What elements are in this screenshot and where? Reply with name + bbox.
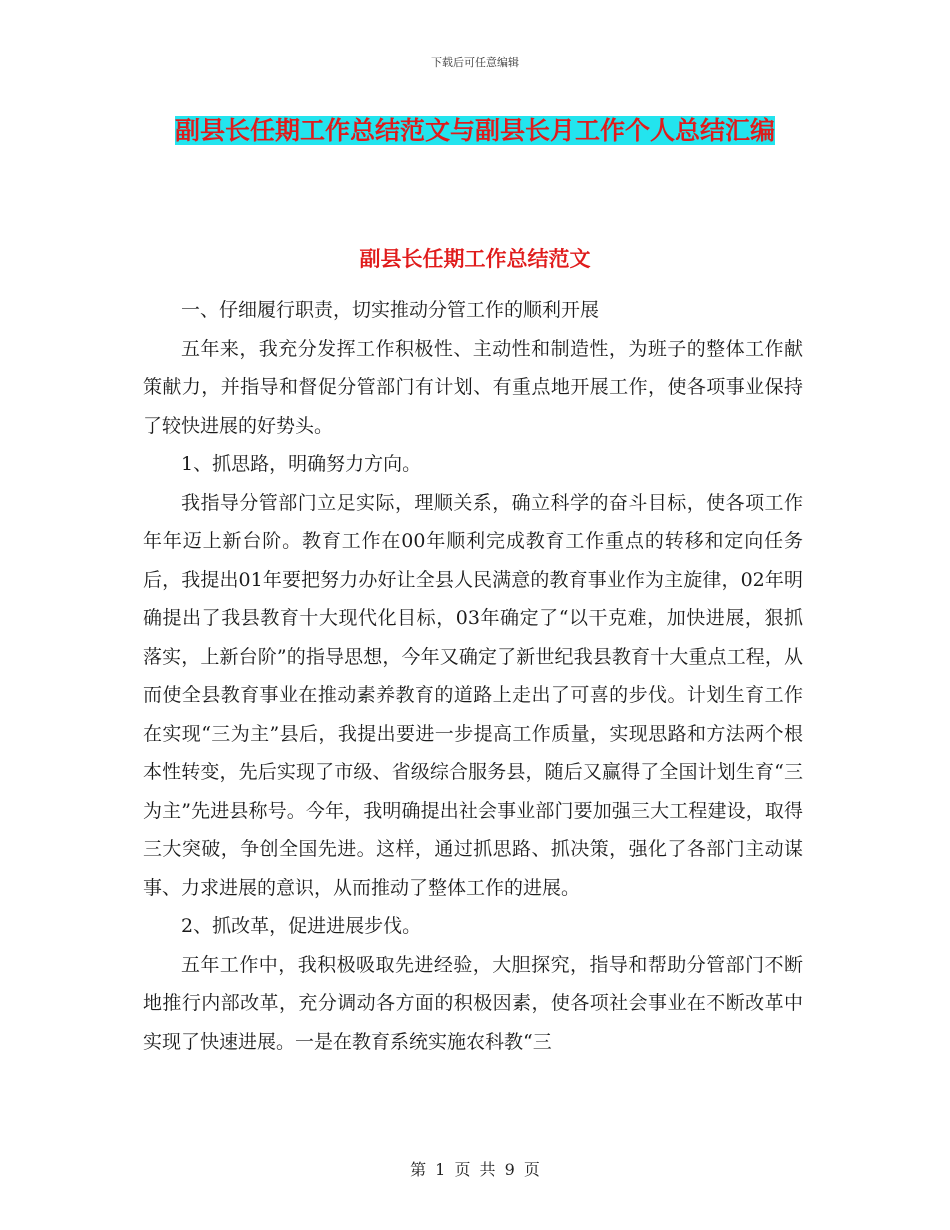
paragraph-subheading: 1、抓思路，明确努力方向。 xyxy=(181,453,422,475)
page-footer: 第 1 页 共 9 页 xyxy=(410,1160,540,1179)
document-title-text: 副县长任期工作总结范文与副县长月工作个人总结汇编 xyxy=(174,116,775,145)
body-text xyxy=(143,291,803,1061)
section-title: 副县长任期工作总结范文 xyxy=(359,247,591,271)
paragraph: 五年来，我充分发挥工作积极性、主动性和制造性，为班子的整体工作献策献力，并指导和督促分管部门有计划、有重点地开展工作，使各项事业保持了较快进展的好势头。 xyxy=(143,337,803,437)
paragraph: 五年工作中，我积极吸取先进经验，大胆探究，指导和帮助分管部门不断地推行内部改革，充分调动各方面的积极因素，使各项社会事业在不断改革中实现了快速进展。一是在教育系统实施农科教“三 xyxy=(143,953,803,1053)
paragraph-heading-1: 一、仔细履行职责，切实推动分管工作的顺利开展 xyxy=(181,299,600,321)
document-title xyxy=(145,110,805,152)
header-note: 下载后可任意编辑 xyxy=(431,56,519,69)
paragraph-subheading: 2、抓改革，促进进展步伐。 xyxy=(181,915,422,937)
paragraph: 我指导分管部门立足实际，理顺关系，确立科学的奋斗目标，使各项工作年年迈上新台阶。教育工作在00年顺利完成教育工作重点的转移和定向任务后，我提出01年要把努力办好让全县人民满意的教育事业作为主旋律，02年明确提出了我县教育十大现代化目标，03年确定了“以干克难，加快进展，狠抓落实，上新台阶”的指导思想，今年又确定了新世纪我县教育十大重点工程，从而使全县教育事业在推动素养教育的道路上走出了可喜的步伐。计划生育工作在实现“三为主”县后，我提出要进一步提高工作质量，实现思路和方法两个根本性转变，先后实现了市级、省级综合服务县，随后又赢得了全国计划生育“三为主”先进县称号。今年，我明确提出社会事业部门要加强三大工程建设，取得三大突破，争创全国先进。这样，通过抓思路、抓决策，强化了各部门主动谋事、力求进展的意识，从而推动了整体工作的进展。 xyxy=(143,491,803,899)
